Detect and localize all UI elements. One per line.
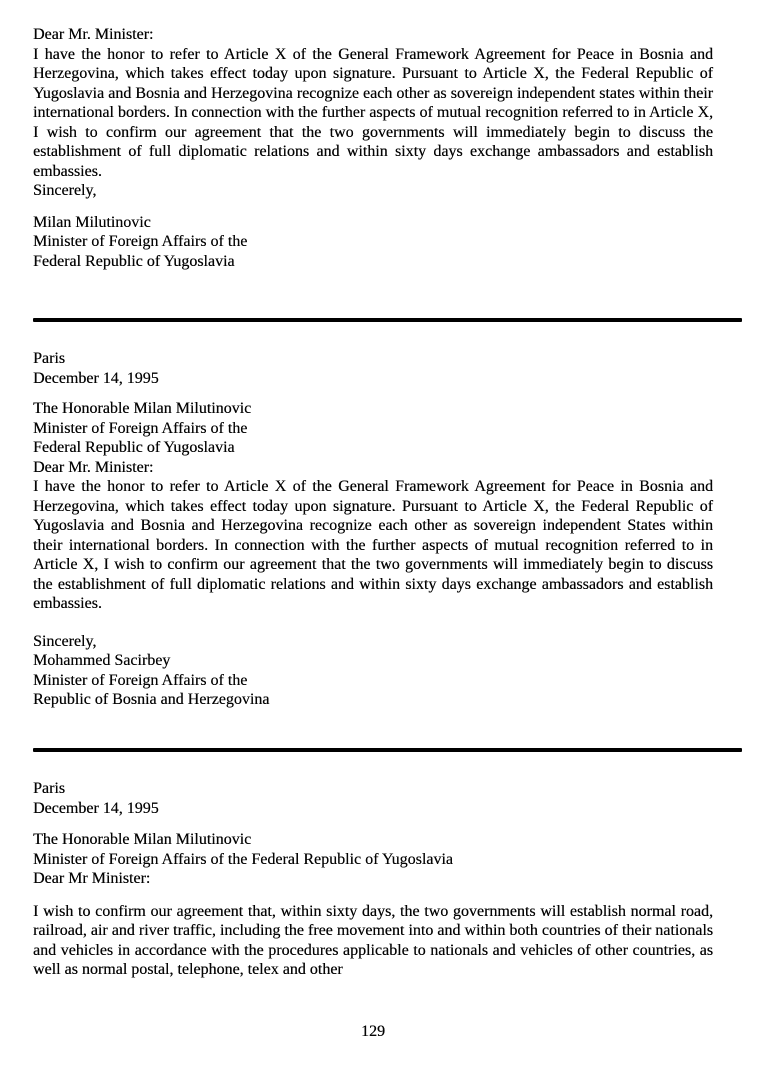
letter-2-salutation: Dear Mr. Minister:	[33, 458, 154, 476]
letter-2-closing: Sincerely,	[33, 632, 97, 650]
letter-1-signature-name: Milan Milutinovic	[33, 213, 151, 231]
letter-3-place: Paris	[33, 780, 65, 797]
letter-1-closing: Sincerely,	[33, 182, 97, 199]
letter-1-salutation: Dear Mr. Minister:	[33, 26, 154, 43]
letter-2-signature-block	[33, 632, 713, 710]
letter-3-addressee-block	[33, 830, 713, 869]
section-divider-1	[33, 318, 742, 322]
letter-2-place-date	[33, 349, 713, 388]
section-divider-2	[33, 748, 742, 752]
letter-2-place: Paris	[33, 350, 65, 367]
letter-2-addressee-org: Federal Republic of Yugoslavia	[33, 439, 235, 456]
letter-2-date: December 14, 1995	[33, 369, 159, 387]
letter-2-addressee-title: Minister of Foreign Affairs of the	[33, 419, 248, 437]
letter-3-addressee-name: The Honorable Milan Milutinovic	[33, 831, 252, 848]
letter-3-date: December 14, 1995	[33, 799, 159, 817]
letter-2	[33, 349, 713, 710]
letter-2-addressee-block	[33, 399, 713, 458]
letter-2-body: I have the honor to refer to Article X of the General Framework Agreement for Peace in Bosnia and Herzegovina, which takes effect today upon signature. Pursuant to Article X, the Federal Republic of Yugoslavia and Bosnia and Herzegovina recognize each other as sovereign independent States within their international borders. In connection with the further aspects of mutual recognition referred to in Article X, I wish to confirm our agreement that the two governments will immediately begin to discuss the establishment of full diplomatic relations and within sixty days exchange ambassadors and establish embassies.	[33, 478, 713, 612]
page-number: 129	[361, 1023, 385, 1040]
letter-3-place-date	[33, 779, 713, 818]
letter-2-addressee-name: The Honorable Milan Milutinovic	[33, 400, 252, 417]
letter-3-addressee-title: Minister of Foreign Affairs of the Federal Republic of Yugoslavia	[33, 850, 453, 868]
letter-3-body: I wish to confirm our agreement that, within sixty days, the two governments will establish normal road, railroad, air and river traffic, including the free movement into and within both countries of their nationals and vehicles in accordance with the procedures applicable to nationals and vehicles of other countries, as well as normal postal, telephone, telex and other	[33, 902, 713, 978]
letter-1-body: I have the honor to refer to Article X of the General Framework Agreement for Peace in Bosnia and Herzegovina, which takes effect today upon signature. Pursuant to Article X, the Federal Republic of Yugoslavia and Bosnia and Herzegovina recognize each other as sovereign independent states within their international borders. In connection with the further aspects of mutual recognition referred to in Article X, I wish to confirm our agreement that the two governments will immediately begin to discuss the establishment of full diplomatic relations and within sixty days exchange ambassadors and establish embassies.	[33, 45, 713, 180]
letter-1-signature-org: Federal Republic of Yugoslavia	[33, 252, 235, 270]
letter-3-salutation: Dear Mr Minister:	[33, 870, 151, 887]
letter-2-signature-name: Mohammed Sacirbey	[33, 652, 171, 669]
letter-2-signature-title: Minister of Foreign Affairs of the	[33, 671, 248, 689]
letter-1-signature-title: Minister of Foreign Affairs of the	[33, 233, 248, 250]
letter-3	[33, 779, 713, 980]
letter-2-signature-org: Republic of Bosnia and Herzegovina	[33, 691, 270, 708]
letter-1	[33, 25, 713, 271]
letter-1-signature-block	[33, 213, 713, 272]
